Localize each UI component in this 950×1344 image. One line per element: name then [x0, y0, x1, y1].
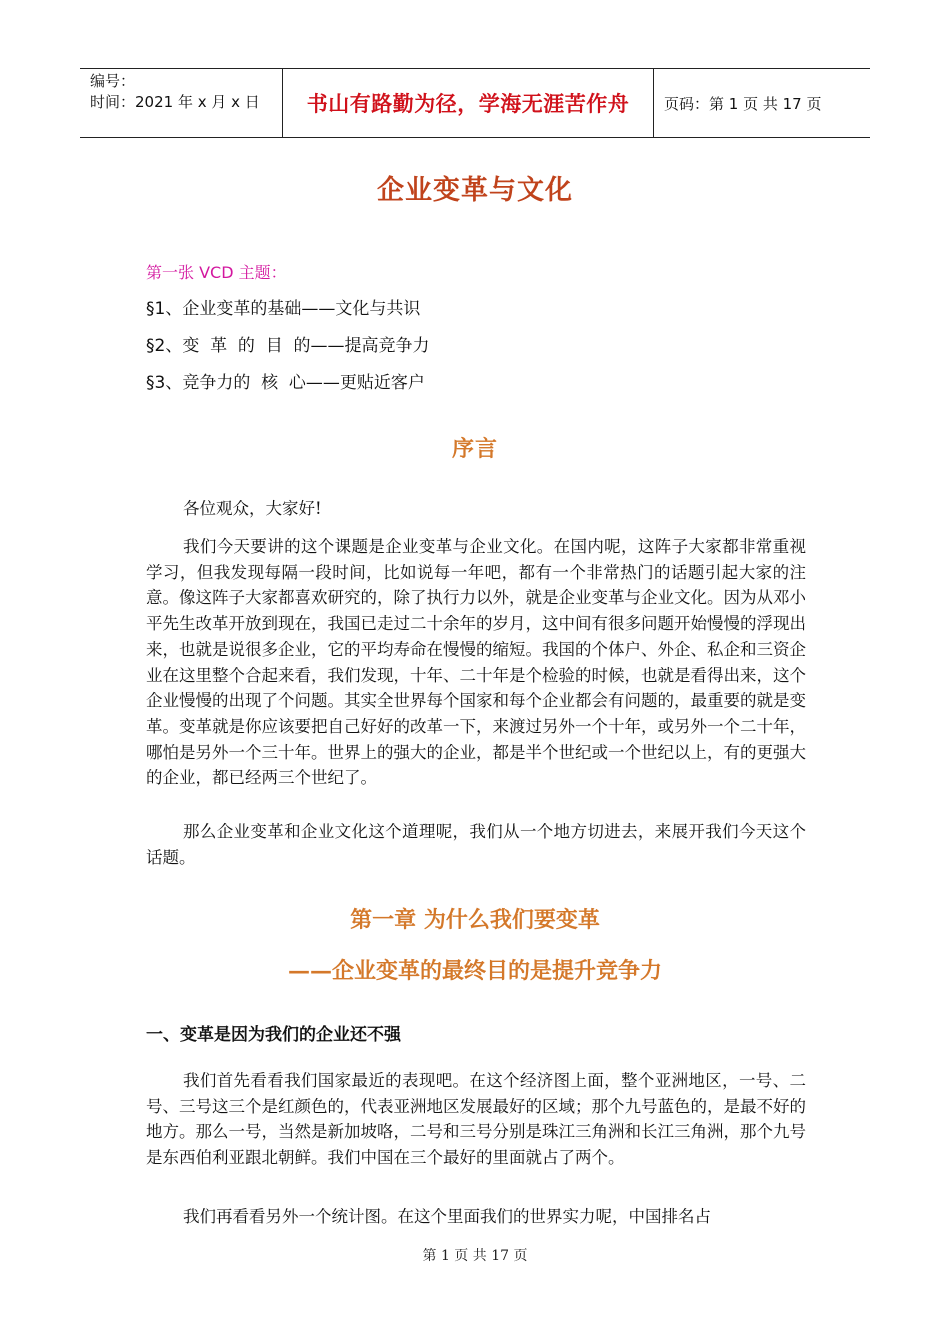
preface-paragraph: 那么企业变革和企业文化这个道理呢，我们从一个地方切进去，来展开我们今天这个话题。: [146, 822, 806, 867]
vcd-theme-label: 第一张 VCD 主题：: [146, 263, 287, 282]
header-page-info: 页码：第 1 页 共 17 页: [664, 94, 822, 113]
body-paragraph: 我们再看看另外一个统计图。在这个里面我们的世界实力呢，中国排名占: [183, 1207, 711, 1226]
header-motto: 书山有路勤为径，学海无涯苦作舟: [282, 69, 654, 137]
header-meta-cell: [80, 69, 282, 137]
doc-time-label: 时间：2021 年 x 月 x 日: [90, 93, 260, 111]
body-paragraph: 我们首先看看我们国家最近的表现吧。在这个经济图上面，整个亚洲地区，一号、二号、三号这三个是红颜色的，代表亚洲地区发展最好的区域；那个九号蓝色的，是最不好的地方。那么一号，当然是新加坡咯，二号和三号分别是珠江三角洲和长江三角洲，那个九号是东西伯利亚跟北朝鲜。我们中国在三个最好的里面就占了两个。: [146, 1071, 806, 1168]
chapter-title: 第一章 为什么我们要变革: [350, 907, 600, 933]
topic-item: §1、企业变革的基础——文化与共识: [146, 299, 421, 319]
header-table: [80, 68, 870, 138]
doc-number-label: 编号：: [90, 72, 136, 90]
preface-heading: 序言: [451, 436, 498, 462]
topic-list: [146, 296, 430, 407]
section-heading: 一、变革是因为我们的企业还不强: [146, 1025, 401, 1045]
document-title: 企业变革与文化: [377, 175, 573, 206]
topic-item: §3、竞争力的 核 心——更贴近客户: [146, 373, 425, 393]
chapter-subtitle: ——企业变革的最终目的是提升竞争力: [287, 958, 662, 984]
topic-item: §2、变 革 的 目 的——提高竞争力: [146, 336, 430, 356]
page-footer: 第 1 页 共 17 页: [422, 1248, 528, 1264]
preface-paragraph: 我们今天要讲的这个课题是企业变革与企业文化。在国内呢，这阵子大家都非常重视学习，但我发现每隔一段时间，比如说每一年吧，都有一个非常热门的话题引起大家的注意。像这阵子大家都喜欢研究的，除了执行力以外，就是企业变革与企业文化。因为从邓小平先生改革开放到现在，我国已走过二十余年的岁月，这中间有很多问题开始慢慢的浮现出来，也就是说很多企业，它的平均寿命在慢慢的缩短。我国的个体户、外企、私企和三资企业在这里整个合起来看，我们发现，十年、二十年是个检验的时候，也就是看得出来，这个企业慢慢的出现了个问题。其实全世界每个国家和每个企业都会有问题的，最重要的就是变革。变革就是你应该要把自己好好的改革一下，来渡过另外一个十年，或另外一个二十年，哪怕是另外一个三十年。世界上的强大的企业，都是半个世纪或一个世纪以上，有的更强大的企业，都已经两三个世纪了。: [146, 537, 806, 788]
greeting-paragraph: 各位观众，大家好!: [183, 499, 322, 518]
